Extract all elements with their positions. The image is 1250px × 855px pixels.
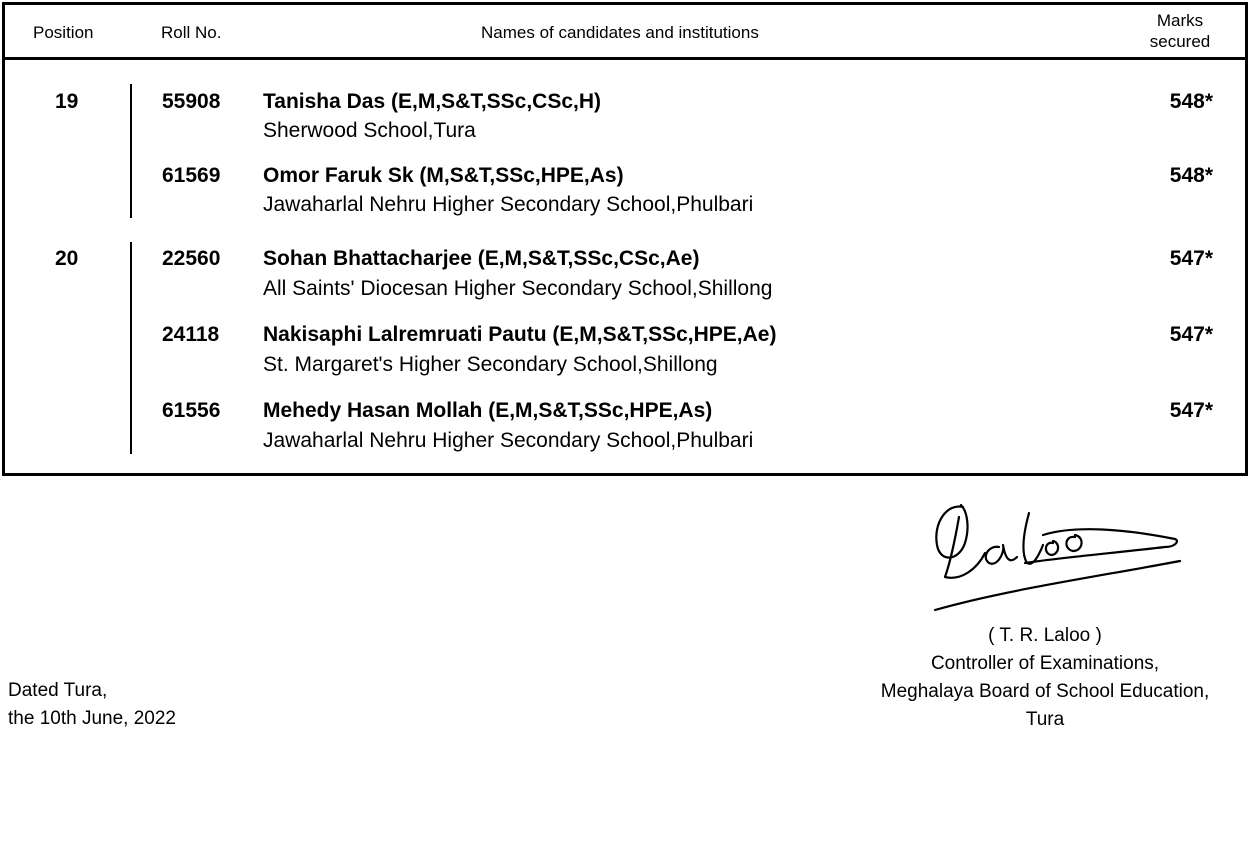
group-divider-20 xyxy=(130,242,132,454)
header-marks-line2: secured xyxy=(1149,32,1211,51)
dated-date: the 10th June, 2022 xyxy=(8,708,176,729)
marks-secured: 548* xyxy=(1169,90,1213,113)
marks-secured: 547* xyxy=(1169,323,1213,346)
header-marks xyxy=(1139,10,1221,52)
marks-secured: 547* xyxy=(1169,399,1213,422)
header-names: Names of candidates and institutions xyxy=(481,23,759,42)
roll-no: 61569 xyxy=(162,164,221,187)
dated-place: Dated Tura, xyxy=(8,680,108,701)
institution-name: Jawaharlal Nehru Higher Secondary School,Phulbari xyxy=(263,429,754,452)
institution-name: St. Margaret's Higher Secondary School,Shillong xyxy=(263,353,718,376)
candidate-name: Nakisaphi Lalremruati Pautu (E,M,S&T,SSc,HPE,Ae) xyxy=(263,323,777,346)
roll-no: 55908 xyxy=(162,90,221,113)
table-header xyxy=(5,5,1245,60)
signatory-designation: Controller of Examinations, xyxy=(930,653,1160,674)
dated-block xyxy=(8,677,176,733)
group-divider-19 xyxy=(130,84,132,218)
roll-no: 61556 xyxy=(162,399,221,422)
signature-block xyxy=(850,622,1240,734)
handwritten-signature xyxy=(925,495,1190,620)
header-position: Position xyxy=(33,23,94,42)
institution-name: All Saints' Diocesan Higher Secondary School,Shillong xyxy=(263,277,773,300)
signatory-place: Tura xyxy=(1025,709,1065,730)
candidate-name: Omor Faruk Sk (M,S&T,SSc,HPE,As) xyxy=(263,164,624,187)
marks-secured: 548* xyxy=(1169,164,1213,187)
institution-name: Jawaharlal Nehru Higher Secondary School,Phulbari xyxy=(263,193,754,216)
marks-secured: 547* xyxy=(1169,247,1213,270)
position-19: 19 xyxy=(55,90,79,113)
signatory-organization: Meghalaya Board of School Education, xyxy=(880,681,1210,702)
position-20: 20 xyxy=(55,247,79,270)
candidate-name: Sohan Bhattacharjee (E,M,S&T,SSc,CSc,Ae) xyxy=(263,247,700,270)
candidate-name: Tanisha Das (E,M,S&T,SSc,CSc,H) xyxy=(263,90,602,113)
candidate-name: Mehedy Hasan Mollah (E,M,S&T,SSc,HPE,As) xyxy=(263,399,713,422)
roll-no: 24118 xyxy=(162,323,220,346)
institution-name: Sherwood School,Tura xyxy=(263,119,476,142)
header-marks-line1: Marks xyxy=(1156,11,1204,30)
signatory-name: ( T. R. Laloo ) xyxy=(988,625,1102,646)
roll-no: 22560 xyxy=(162,247,221,270)
header-roll-no: Roll No. xyxy=(161,23,222,42)
results-table xyxy=(2,2,1248,476)
